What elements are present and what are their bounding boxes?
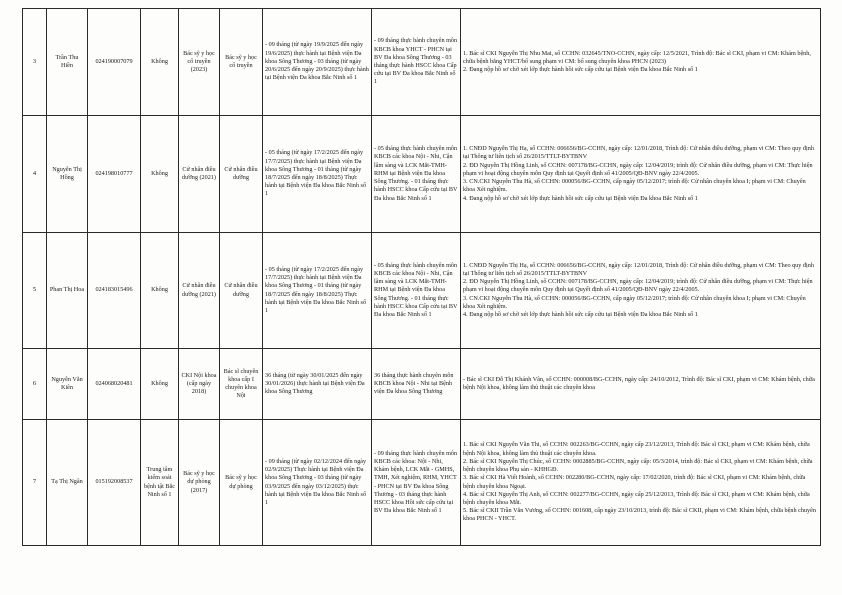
practice-scope: Bác sĩ chuyên khoa cấp I chuyên khoa Nội [220,349,263,420]
supervisor-entry: 3. CN.CKI Nguyễn Thu Hà, số CCHN: 000056/BG-CCHN, cấp ngày 05/12/2017; trình độ: Cử nhân chuyên khoa I; phạm vi CM: Chuyên khoa Xét nghiệm. [463,294,806,310]
practice-period: - 05 tháng (từ ngày 17/2/2025 đến ngày 17/7/2025) thực hành tại Bệnh viện Đa khoa Sông Thương - 01 tháng (từ ngày 18/7/2025 đến ngày 18/8/2025) Thực hành tại Bệnh viện Đa khoa Bắc Ninh số 1 [263,233,372,349]
supervisor-entry: 3. CN.CKI Nguyễn Thu Hà, số CCHN: 000056/BG-CCHN, cấp ngày 05/12/2017; trình độ: Cử nhân chuyên khoa I; phạm vi CM: Chuyên khoa Xét nghiệm. [463,178,806,194]
practice-period: 36 tháng (từ ngày 30/01/2025 đến ngày 30/01/2026) thực hành tại Bệnh viện Đa khoa Sông Thương [263,349,372,420]
practice-content: - 09 tháng thực hành chuyên môn KBCB các khoa: Nội - Nhi, Khám bệnh, LCK Mắt - GMHS, TMH, Xét nghiệm, RHM, YHCT - PHCN tại BV Đa khoa Sông Thương - 03 tháng thực hành HSCC khoa Hồi sức cấp cứu tại BV Đa khoa Bắc Ninh số 1 [372,420,461,546]
table-row [23,420,821,546]
supervisor-entry: 1. Bác sĩ CKI Nguyễn Văn Thi, số CCHN: 002263/BG-CCHN, ngày cấp 23/12/2013, Trình độ: Bác sĩ CKI, phạm vi CM: Khám bệnh, chữa bệnh Nội khoa, không làm thủ thuật các chuyên khoa. [463,441,810,457]
affiliation: Không [141,349,179,420]
row-number: 4 [23,116,47,233]
row-number: 3 [23,9,47,116]
practice-scope: Bác sỹ y học dự phòng [220,420,263,546]
supervisor-entry: 1. CNĐD Nguyễn Thị Hạ, số CCHN: 006656/BG-CCHN, ngày cấp: 12/01/2018, Trình độ: Cử nhân điều dưỡng, phạm vi CM: Theo quy định tại Thông tư liên tịch số 26/2015/TTLT-BYTBNV [463,261,814,277]
table-row [23,9,821,116]
supervisor-list [461,9,821,116]
supervisor-entry: 1. Bác sĩ CKI Nguyễn Thị Nhu Mai, số CCHN: 032645/TNO-CCHN, ngày cấp: 12/5/2021, Trình độ: Bác sĩ CKI, phạm vi CM: Khám bệnh, chữa bệnh bằng YHCT/bổ sung phạm vi CM: bổ sung chuyên khoa PHCN (2023) [463,49,811,65]
affiliation: Không [141,233,179,349]
supervisor-entry: 4. Bác sĩ CKI Nguyễn Thị Anh, số CCHN: 002277/BG-CCHN, ngày cấp 25/12/2013, Trình độ: Bác sĩ CKI, phạm vi CM: Khám bệnh, chữa bệnh chuyên khoa Mắt. [463,490,810,506]
person-name: Nguyễn Văn Kiên [47,349,88,420]
practice-content: - 05 tháng thực hành chuyên môn KBCB các khoa Nội - Nhi, Cận lâm sàng và LCK Mắt-TMH-RHM tại Bệnh viện Đa khoa Sông Thương. - 01 tháng thực hành HSCC khoa Cấp cứu tại BV Đa khoa Bắc Ninh số 1 [372,116,461,233]
row-number: 6 [23,349,47,420]
supervisor-entry: 2. Bác sĩ CKI Nguyễn Thị Chúc, số CCHN: 0002885/BG-CCHN, ngày cấp: 05/3/2014, trình độ: Bác sĩ CKI, phạm vi CM: Khám bệnh, chữa bệnh chuyên khoa Phụ sản - KHHGĐ. [463,457,813,474]
id-number: 015192008537 [88,420,141,546]
affiliation: Không [141,9,179,116]
table-row [23,349,821,420]
supervisor-list [461,349,821,420]
degree: Cử nhân điều dưỡng (2021) [179,233,220,349]
person-name: Trần Thu Hiền [47,9,88,116]
supervisor-entry: 2. ĐD Nguyễn Thị Hồng Linh, số CCHN: 007178/BG-CCHN, ngày cấp: 12/04/2019; trình độ: Cử nhân điều dưỡng, phạm vi CM: Thực hiện phạm vi hoạt động chuyên môn Quy định tại Quyết định số 41/2005/QĐ-BNV ngày 22/4/2005. [463,161,813,177]
person-name: Phan Thị Hoa [47,233,88,349]
row-number: 5 [23,233,47,349]
practice-period: - 09 tháng (từ ngày 02/12/2024 đến ngày 02/9/2025) Thực hành tại Bệnh viện Đa khoa Sông Thương - 03 tháng (từ ngày 03/9/2025 đến ngày 03/12/2025) thực hành tại Bệnh viện Đa khoa Bắc Ninh số 1 [263,420,372,546]
table-row [23,233,821,349]
degree: Cử nhân điều dưỡng (2021) [179,116,220,233]
practice-period: - 05 tháng (từ ngày 17/2/2025 đến ngày 17/7/2025) thực hành tại Bệnh viện Đa khoa Sông Thương - 01 tháng (từ ngày 18/7/2025 đến ngày 18/8/2025) Thực hành tại Bệnh viện Đa khoa Bắc Ninh số 1 [263,116,372,233]
practice-table [22,8,821,546]
affiliation: Không [141,116,179,233]
degree: Bác sỹ y học dự phòng (2017) [179,420,220,546]
id-number: 024198010777 [88,116,141,233]
practice-content: - 05 tháng thực hành chuyên môn KBCB các khoa Nội - Nhi, Cận lâm sàng và LCK Mắt-TMH-RHM tại Bệnh viện Đa khoa Sông Thương. - 01 tháng thực hành HSCC khoa Cấp cứu tại BV Đa khoa Bắc Ninh số 1 [372,233,461,349]
id-number: 024190007079 [88,9,141,116]
supervisor-entry: 5. Bác sĩ CKII Trần Văn Vương, số CCHN: 001608, cấp ngày 23/10/2013, trình độ: Bác sĩ CKII, phạm vi CM: Khám bệnh, chữa bệnh chuyên khoa PHCN - YHCT. [463,507,816,523]
degree: CKI Nội khoa (cấp ngày 2018) [179,349,220,420]
practice-scope: Cử nhân điều dưỡng [220,233,263,349]
supervisor-list [461,420,821,546]
supervisor-entry: - Bác sĩ CKI Đỗ Thị Khánh Vân, số CCHN: 000008/BG-CCHN, ngày cấp: 24/10/2012, Trình độ: Bác sĩ CKI, phạm vi CM: Khám bệnh, chữa bệnh Nội khoa, không làm thủ thuật các chuyên khoa [463,375,815,391]
supervisor-entry: 4. Đang nộp hồ sơ chờ xét lớp thực hành hồi sức cấp cứu tại Bệnh viện Đa khoa Bắc Ninh số 1 [463,194,698,202]
practice-period: - 09 tháng (từ ngày 19/9/2025 đến ngày 19/6/2025) thực hành tại Bệnh viện Đa khoa Sông Thương - 03 tháng (từ ngày 20/6/2025 đến ngày 20/9/2025) thực hành tại Bệnh viện Đa khoa Bắc Ninh số 1 [263,9,372,116]
practice-content: - 09 tháng thực hành chuyên môn KBCB khoa YHCT - PHCN tại BV Đa khoa Sông Thương - 03 tháng thực hành HSCC khoa Cấp cứu tại BV Đa khoa Bắc Ninh số 1 [372,9,461,116]
degree: Bác sỹ y học cổ truyền (2023) [179,9,220,116]
affiliation: Trung tâm kiểm soát bệnh tật Bắc Ninh số 1 [141,420,179,546]
row-number: 7 [23,420,47,546]
id-number: 024183015496 [88,233,141,349]
supervisor-list [461,233,821,349]
person-name: Tạ Thị Ngân [47,420,88,546]
supervisor-entry: 2. Đang nộp hồ sơ chờ xét lớp thực hành hồi sức cấp cứu tại Bệnh viện Đa khoa Bắc Ninh số 1 [463,66,698,74]
supervisor-list [461,116,821,233]
supervisor-entry: 2. ĐD Nguyễn Thị Hồng Linh, số CCHN: 007178/BG-CCHN, ngày cấp: 12/04/2019; trình độ: Cử nhân điều dưỡng, phạm vi CM: Thực hiện phạm vi hoạt động chuyên môn Quy định tại Quyết định số 41/2005/QĐ-BNV ngày 22/4/2005. [463,278,813,294]
supervisor-entry: 1. CNĐD Nguyễn Thị Hạ, số CCHN: 006656/BG-CCHN, ngày cấp: 12/01/2018, Trình độ: Cử nhân điều dưỡng, phạm vi CM: Theo quy định tại Thông tư liên tịch số 26/2015/TTLT-BYTBNV [463,145,814,161]
id-number: 024068020481 [88,349,141,420]
supervisor-entry: 4. Đang nộp hồ sơ chờ xét lớp thực hành hồi sức cấp cứu tại Bệnh viện Đa khoa Bắc Ninh số 1 [463,311,698,318]
practice-scope: Cử nhân điều dưỡng [220,116,263,233]
practice-content: 36 tháng thực hành chuyên môn KBCB khoa Nội - Nhi tại Bệnh viện Đa khoa Sông Thương [372,349,461,420]
practice-scope: Bác sỹ y học cổ truyền [220,9,263,116]
table-row [23,116,821,233]
person-name: Nguyễn Thị Hồng [47,116,88,233]
supervisor-entry: 3. Bác sĩ CKI Hà Viết Hoành, số CCHN: 002280/BG-CCHN, ngày cấp: 17/02/2020, trình độ: Bác sĩ CKI, phạm vi CM: Khám bệnh, chữa bệnh chuyên khoa Ngoại. [463,474,806,490]
